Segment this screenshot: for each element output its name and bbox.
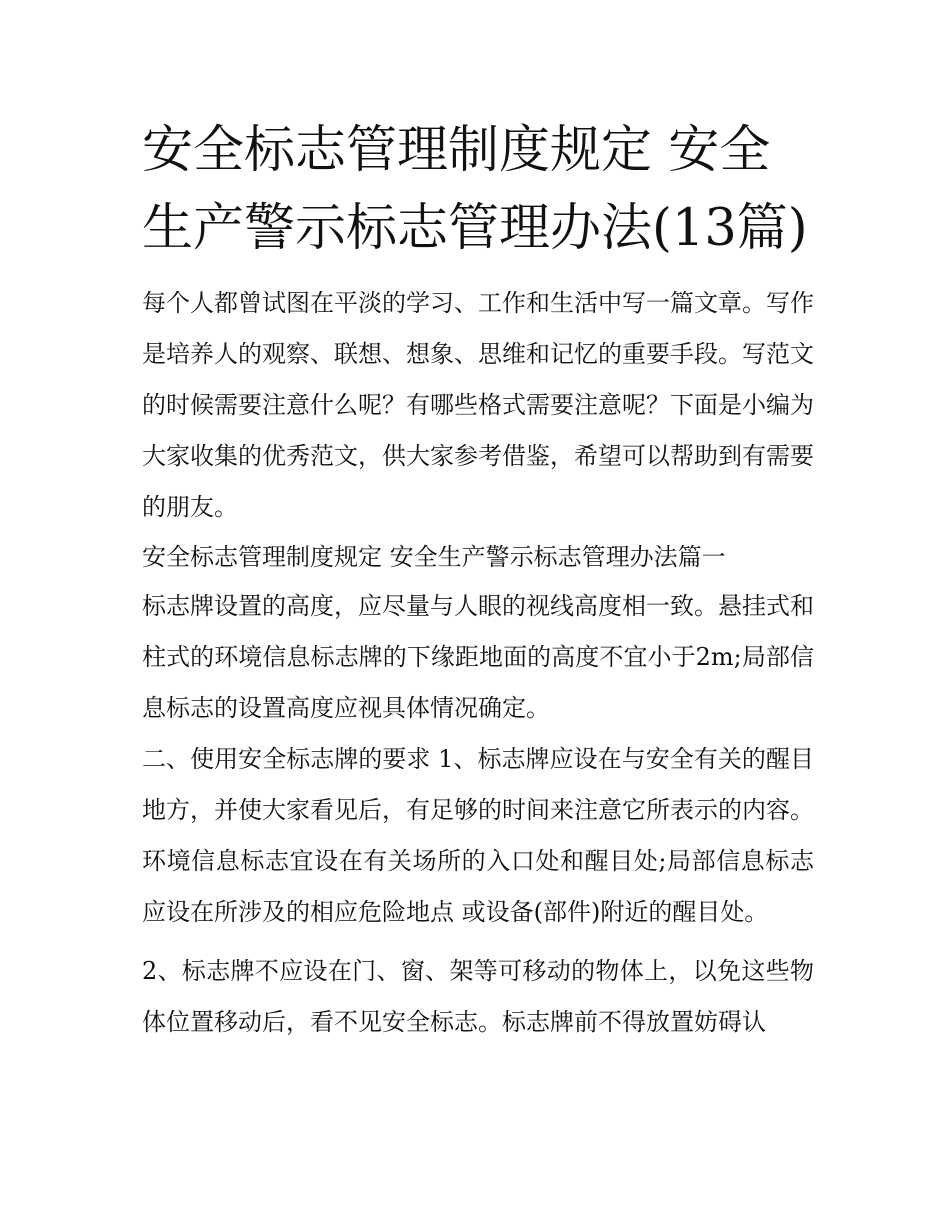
sign-usage-paragraph: 二、使用安全标志牌的要求 1、标志牌应设在与安全有关的醒目地方，并使大家看见后，有足够的时间来注意它所表示的内容。环境信息标志宜设在有关场所的入口处和醒目处;局部信息标志应设在所涉及的相应危险地点 或设备(部件)附近的醒目处。 [142,745,814,926]
sign-height-paragraph: 标志牌设置的高度，应尽量与人眼的视线高度相一致。悬挂式和柱式的环境信息标志牌的下缘距地面的高度不宜小于2m;局部信息标志的设置高度应视具体情况确定。 [142,592,814,722]
intro-paragraph: 每个人都曾试图在平淡的学习、工作和生活中写一篇文章。写作是培养人的观察、联想、想象、思维和记忆的重要手段。写范文的时候需要注意什么呢？有哪些格式需要注意呢？下面是小编为大家收集的优秀范文，供大家参考借鉴，希望可以帮助到有需要的朋友。 [142,289,814,521]
section-heading: 安全标志管理制度规定 安全生产警示标志管理办法篇一 [142,543,726,571]
document-page [142,0,814,1229]
document-title: 安全标志管理制度规定 安全生产警示标志管理办法(13篇) [142,121,808,258]
document-body [142,278,814,1048]
sign-placement-paragraph: 2、标志牌不应设在门、窗、架等可移动的物体上，以免这些物体位置移动后，看不见安全标志。标志牌前不得放置妨碍认 [142,957,814,1036]
